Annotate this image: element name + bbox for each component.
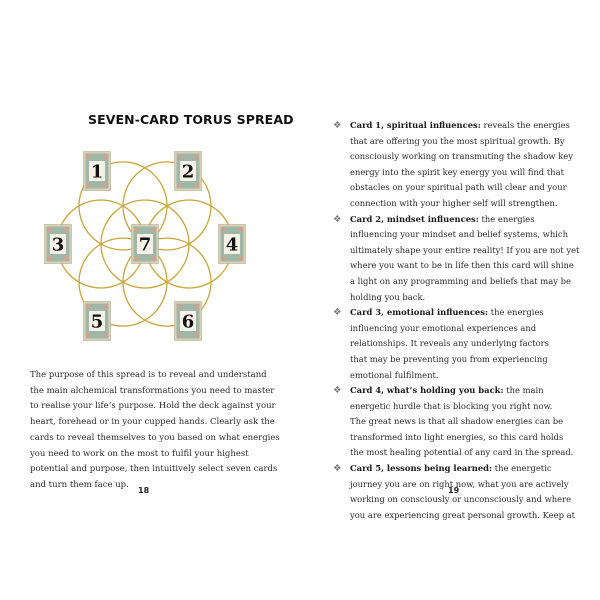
diamond-bullet-icon: ❖ bbox=[333, 463, 342, 475]
right-page bbox=[300, 0, 600, 600]
flower-ornament-icon bbox=[86, 304, 90, 308]
instructions-line: The purpose of this spread is to reveal and understand bbox=[30, 370, 267, 380]
flower-ornament-icon bbox=[238, 256, 242, 260]
card-meaning-title: Card 5, lessons being learned: bbox=[350, 463, 493, 474]
card-meaning-item bbox=[326, 212, 588, 306]
flower-ornament-icon bbox=[194, 333, 198, 337]
flower-ornament-icon bbox=[47, 227, 51, 231]
card-meaning-title: Card 2, mindset influences: bbox=[350, 213, 479, 224]
flower-ornament-icon bbox=[86, 333, 90, 337]
card-meaning-line: working on consciously or unconsciously and where bbox=[350, 494, 572, 505]
spread-instructions bbox=[30, 368, 280, 494]
flower-ornament-icon bbox=[64, 227, 68, 231]
spread-card-6 bbox=[175, 302, 202, 341]
card-meaning-line: journey you are on right now, what you are actively bbox=[350, 478, 569, 489]
card-meaning-line: ultimately shape your entire reality! If you are not yet bbox=[350, 244, 580, 255]
flower-ornament-icon bbox=[86, 183, 90, 187]
card-meaning-line: connection with your higher self will strengthen. bbox=[350, 197, 558, 208]
spread-card-3 bbox=[45, 225, 72, 264]
card-meaning-line: obstacles on your spiritual path will clear and your bbox=[350, 182, 567, 193]
card-meaning-line: the most healing potential of any card in the spread. bbox=[350, 447, 574, 458]
card-number: 1 bbox=[90, 161, 104, 183]
flower-ornament-icon bbox=[103, 154, 107, 158]
card-meaning-line bbox=[350, 118, 588, 134]
card-meaning-line bbox=[350, 383, 588, 399]
card-meaning-line: energetic hurdle that is blocking you right now. bbox=[350, 400, 553, 411]
card-meaning-line: energy into the spirit key energy you will find that bbox=[350, 166, 564, 177]
flower-ornament-icon bbox=[177, 183, 181, 187]
instructions-line: potential and purpose, then intuitively select seven cards bbox=[30, 464, 278, 475]
card-meaning-line: you are experiencing great personal growth. Keep at bbox=[350, 509, 575, 520]
card-meaning-line: relationships. It reveals any underlying factors bbox=[350, 338, 549, 349]
instructions-line: you need to work on the most to fulfil your highest bbox=[30, 448, 249, 459]
page-number-right: 19 bbox=[448, 486, 460, 495]
spread-card-4 bbox=[219, 225, 246, 264]
card-meaning-line: influencing your emotional experiences and bbox=[350, 322, 537, 333]
card-meaning-title: Card 1, spiritual influences: bbox=[350, 120, 481, 130]
card-meaning-line bbox=[350, 461, 588, 477]
flower-ornament-icon bbox=[151, 227, 155, 231]
card-number: 7 bbox=[138, 234, 152, 256]
flower-ornament-icon bbox=[134, 256, 138, 260]
spread-card-2 bbox=[175, 152, 202, 191]
flower-ornament-icon bbox=[194, 154, 198, 158]
instructions-line: and turn them face up. bbox=[30, 479, 129, 490]
card-meaning-text: the main bbox=[503, 385, 544, 396]
flower-ornament-icon bbox=[103, 304, 107, 308]
flower-ornament-icon bbox=[177, 304, 181, 308]
card-meaning-item bbox=[326, 383, 588, 461]
card-meaning-line: holding you back. bbox=[350, 291, 426, 302]
card-meaning-line: a light on any programming and beliefs that may be bbox=[350, 275, 571, 286]
card-meanings-list bbox=[326, 118, 588, 523]
flower-ornament-icon bbox=[134, 227, 138, 231]
card-meaning-title: Card 3, emotional influences: bbox=[350, 307, 489, 318]
card-meaning-line bbox=[350, 212, 588, 228]
diamond-bullet-icon: ❖ bbox=[333, 120, 342, 131]
flower-ornament-icon bbox=[177, 154, 181, 158]
card-number: 5 bbox=[90, 311, 104, 333]
spread-card-5 bbox=[84, 302, 111, 341]
flower-ornament-icon bbox=[221, 227, 225, 231]
instructions-line: cards to reveal themselves to you based on what energies bbox=[30, 432, 280, 443]
card-meaning-text: the energies bbox=[478, 213, 535, 224]
flower-ornament-icon bbox=[221, 256, 225, 260]
card-number: 3 bbox=[51, 234, 65, 256]
card-meaning-line: consciously working on transmuting the shadow key bbox=[350, 151, 573, 162]
flower-ornament-icon bbox=[64, 256, 68, 260]
card-number: 6 bbox=[181, 311, 195, 333]
card-meaning-line: influencing your mindset and belief systems, which bbox=[350, 229, 569, 240]
flower-ornament-icon bbox=[194, 183, 198, 187]
card-meaning-line: transformed into light energies, so this card holds bbox=[350, 431, 564, 442]
flower-ornament-icon bbox=[238, 227, 242, 231]
torus-spread-diagram bbox=[42, 138, 248, 346]
card-meaning-line: emotional fulfilment. bbox=[350, 369, 439, 380]
card-number: 4 bbox=[225, 234, 239, 256]
spread-title: SEVEN-CARD TORUS SPREAD bbox=[88, 112, 294, 127]
instructions-line: the main alchemical transformations you need to master bbox=[30, 385, 275, 396]
card-number: 2 bbox=[181, 161, 195, 183]
flower-ornament-icon bbox=[194, 304, 198, 308]
spread-card-1 bbox=[84, 152, 111, 191]
card-meaning-text: reveals the energies bbox=[480, 120, 570, 130]
diamond-bullet-icon: ❖ bbox=[333, 307, 342, 319]
flower-ornament-icon bbox=[103, 333, 107, 337]
card-meaning-line: that may be preventing you from experiencing bbox=[350, 353, 548, 364]
diamond-bullet-icon: ❖ bbox=[333, 385, 342, 397]
card-meaning-item bbox=[326, 305, 588, 383]
card-meaning-item bbox=[326, 118, 588, 212]
instructions-line: to realise your life’s purpose. Hold the deck against your bbox=[30, 401, 276, 412]
card-meaning-line bbox=[350, 305, 588, 321]
card-meaning-text: the energetic bbox=[492, 463, 552, 474]
instructions-line: heart, forehead or in your cupped hands. Clearly ask the bbox=[30, 417, 275, 428]
card-meaning-line: The great news is that all shadow energies can be bbox=[350, 416, 564, 427]
card-meaning-text: the energies bbox=[488, 307, 544, 318]
flower-ornament-icon bbox=[177, 333, 181, 337]
page-number-left: 18 bbox=[138, 486, 150, 495]
flower-ornament-icon bbox=[47, 256, 51, 260]
diamond-bullet-icon: ❖ bbox=[333, 213, 342, 225]
spread-card-7 bbox=[132, 225, 159, 264]
flower-ornament-icon bbox=[151, 256, 155, 260]
card-meaning-line: where you want to be in life then this card will shine bbox=[350, 260, 574, 271]
card-meaning-title: Card 4, what’s holding you back: bbox=[350, 385, 504, 396]
flower-ornament-icon bbox=[103, 183, 107, 187]
card-meaning-line: that are offering you the most spiritual growth. By bbox=[350, 135, 565, 146]
flower-ornament-icon bbox=[86, 154, 90, 158]
